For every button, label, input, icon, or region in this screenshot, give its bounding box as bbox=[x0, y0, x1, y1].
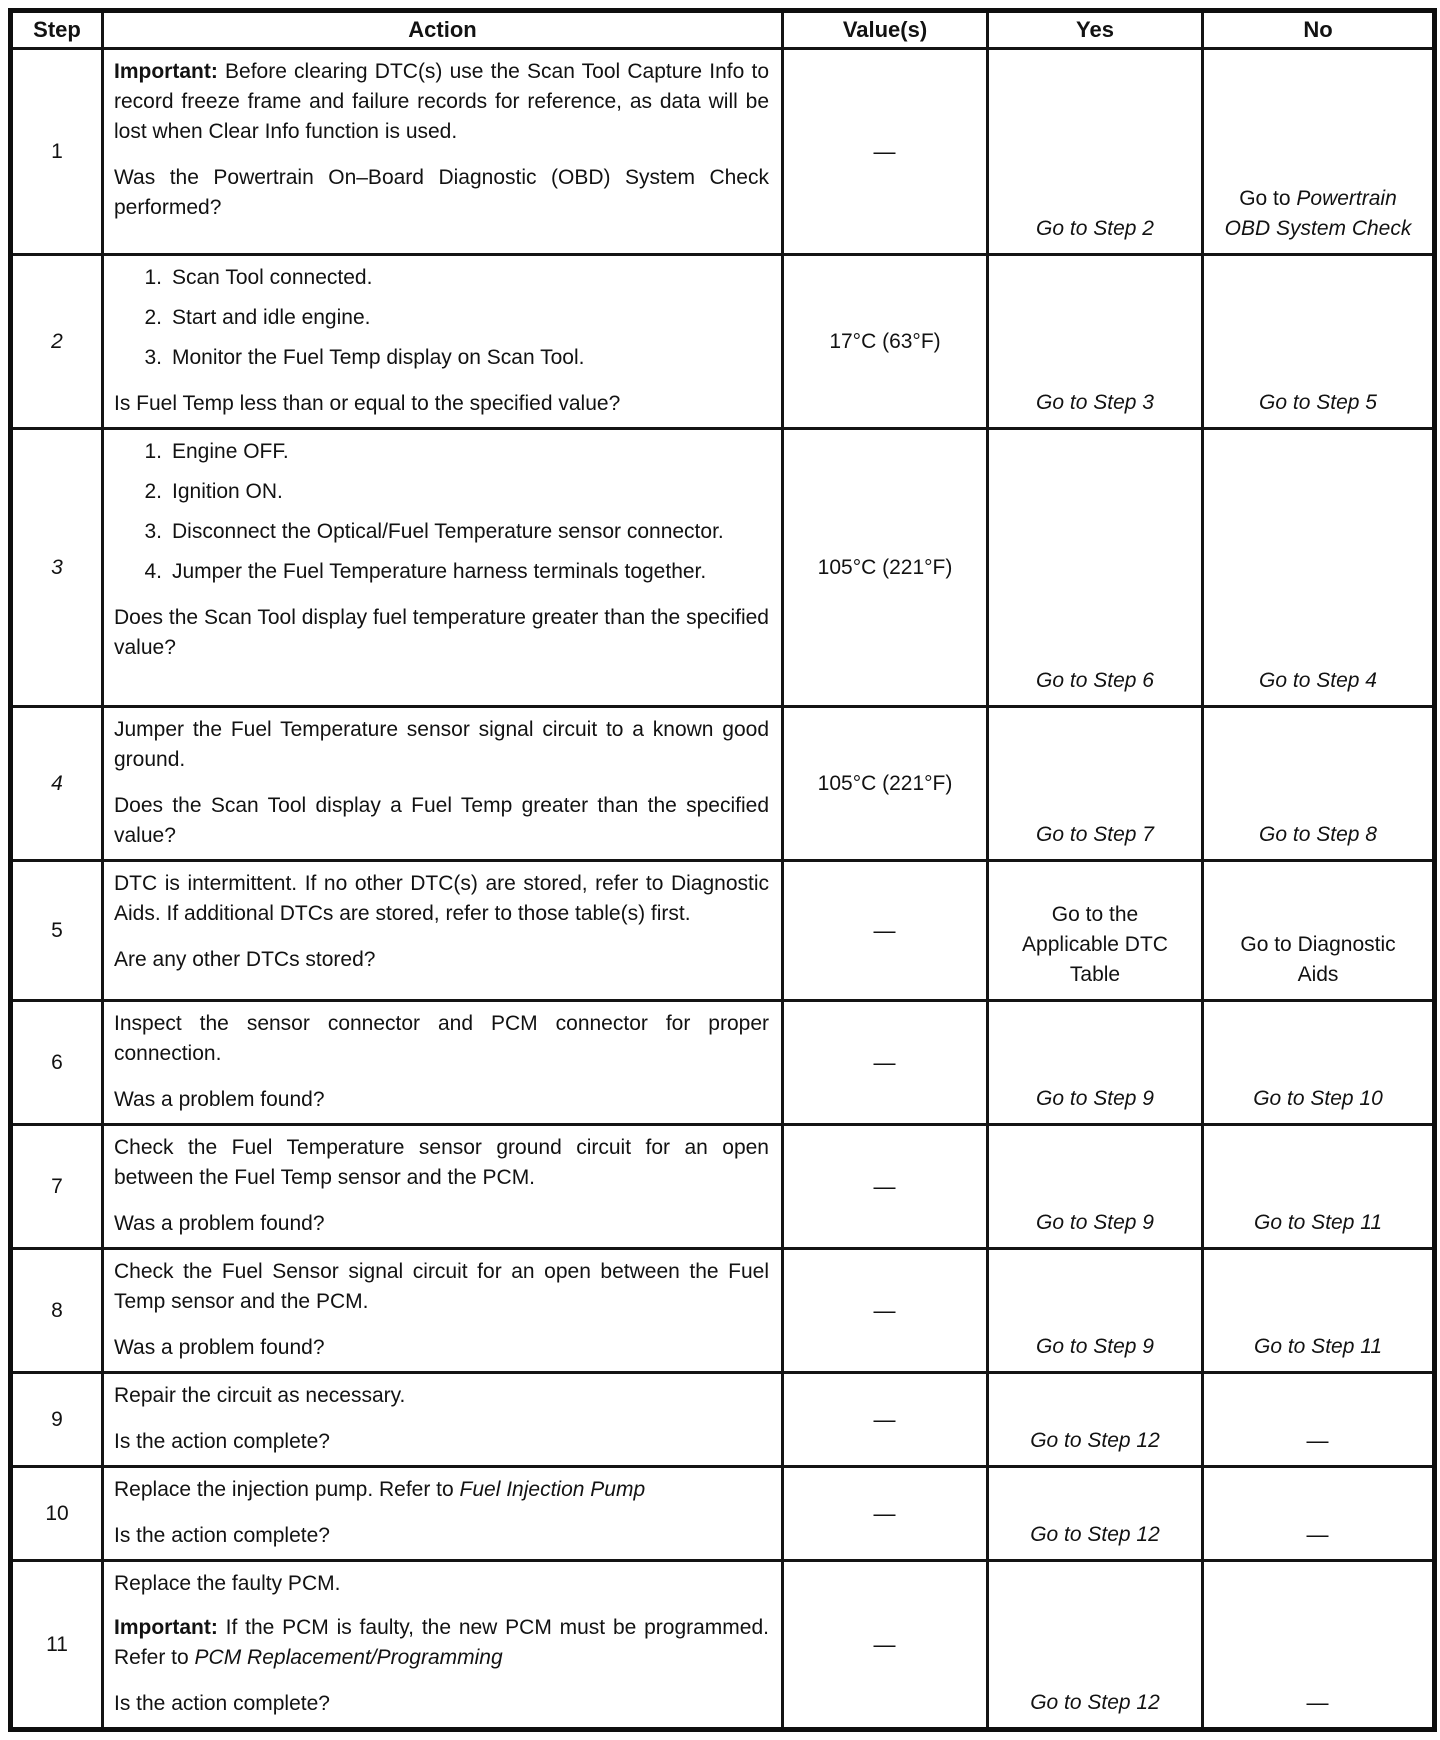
text-segment: Scan Tool connected. bbox=[172, 266, 373, 289]
list-number: 2. bbox=[144, 306, 162, 329]
no-cell bbox=[1203, 49, 1435, 255]
text-segment: Powertrain OBD System Check bbox=[1224, 187, 1412, 240]
text-segment: — bbox=[1306, 1428, 1330, 1453]
action-cell bbox=[103, 1373, 783, 1467]
action-question bbox=[114, 1085, 769, 1115]
header-values: Value(s) bbox=[783, 11, 988, 49]
value-cell: — bbox=[783, 1467, 988, 1561]
table-row bbox=[11, 1001, 1435, 1125]
text-segment: Fuel Injection Pump bbox=[459, 1478, 646, 1501]
action-list-item bbox=[114, 343, 769, 373]
action-cell bbox=[103, 1467, 783, 1561]
no-cell bbox=[1203, 1001, 1435, 1125]
action-paragraph bbox=[114, 1133, 769, 1193]
no-cell bbox=[1203, 255, 1435, 429]
step-number: 7 bbox=[11, 1125, 103, 1249]
step-number: 3 bbox=[11, 429, 103, 707]
text-segment: PCM Replacement/Programming bbox=[194, 1646, 503, 1669]
table-row bbox=[11, 707, 1435, 861]
step-number: 2 bbox=[11, 255, 103, 429]
text-segment: Ignition ON. bbox=[172, 480, 283, 503]
yes-cell bbox=[988, 1467, 1203, 1561]
step-number: 4 bbox=[11, 707, 103, 861]
text-segment: Go to bbox=[1239, 187, 1297, 210]
text-segment: Replace the faulty PCM. bbox=[114, 1572, 341, 1595]
action-list-item bbox=[114, 517, 769, 547]
text-segment: Does the Scan Tool display fuel temperature greater than the specified value? bbox=[114, 606, 769, 659]
no-cell bbox=[1203, 1249, 1435, 1373]
text-segment: Are any other DTCs stored? bbox=[114, 948, 376, 971]
text-segment: Jumper the Fuel Temperature harness terminals together. bbox=[172, 560, 707, 583]
text-segment: Go to Step 12 bbox=[1030, 1429, 1160, 1452]
value-cell: — bbox=[783, 1125, 988, 1249]
table-row bbox=[11, 49, 1435, 255]
value-cell: — bbox=[783, 49, 988, 255]
text-segment: Go to Step 9 bbox=[1036, 1087, 1154, 1110]
action-cell bbox=[103, 49, 783, 255]
header-no: No bbox=[1203, 11, 1435, 49]
text-segment: Jumper the Fuel Temperature sensor signal circuit to a known good ground. bbox=[114, 718, 769, 771]
table-row bbox=[11, 1125, 1435, 1249]
text-segment: Start and idle engine. bbox=[172, 306, 371, 329]
yes-cell bbox=[988, 1125, 1203, 1249]
value-cell: — bbox=[783, 1001, 988, 1125]
step-number: 6 bbox=[11, 1001, 103, 1125]
yes-cell bbox=[988, 255, 1203, 429]
value-cell: — bbox=[783, 1373, 988, 1467]
list-item-text bbox=[172, 477, 769, 507]
text-segment: Is the action complete? bbox=[114, 1524, 330, 1547]
value-cell: — bbox=[783, 1249, 988, 1373]
value-cell: — bbox=[783, 1561, 988, 1730]
text-segment: Disconnect the Optical/Fuel Temperature sensor connector. bbox=[172, 520, 724, 543]
header-yes: Yes bbox=[988, 11, 1203, 49]
text-segment: Go to Step 10 bbox=[1253, 1087, 1383, 1110]
action-list-item bbox=[114, 477, 769, 507]
value-cell: 17°C (63°F) bbox=[783, 255, 988, 429]
text-segment: Monitor the Fuel Temp display on Scan Tool. bbox=[172, 346, 585, 369]
no-cell bbox=[1203, 707, 1435, 861]
text-segment: Go to the Applicable DTC Table bbox=[1022, 903, 1168, 986]
no-cell bbox=[1203, 1373, 1435, 1467]
action-paragraph bbox=[114, 57, 769, 147]
step-number: 11 bbox=[11, 1561, 103, 1730]
text-segment: Go to Step 11 bbox=[1253, 1211, 1383, 1234]
text-segment: DTC is intermittent. If no other DTC(s) are stored, refer to Diagnostic Aids. If additional DTCs are stored, refer to those table(s) first. bbox=[114, 872, 769, 925]
step-number: 8 bbox=[11, 1249, 103, 1373]
action-paragraph bbox=[114, 1613, 769, 1673]
step-number: 5 bbox=[11, 861, 103, 1001]
text-segment: If the PCM is faulty, the new PCM must be programmed. Refer to bbox=[114, 1616, 769, 1669]
header-step: Step bbox=[11, 11, 103, 49]
text-segment: Go to Step 9 bbox=[1036, 1211, 1154, 1234]
text-segment: Check the Fuel Temperature sensor ground circuit for an open between the Fuel Temp sensor and the PCM. bbox=[114, 1136, 769, 1189]
text-segment: Is the action complete? bbox=[114, 1692, 330, 1715]
text-segment: Was the Powertrain On–Board Diagnostic (OBD) System Check performed? bbox=[114, 166, 769, 219]
action-paragraph bbox=[114, 1257, 769, 1317]
text-segment: Go to Diagnostic Aids bbox=[1240, 933, 1396, 986]
yes-cell bbox=[988, 49, 1203, 255]
action-question bbox=[114, 389, 769, 419]
header-row bbox=[11, 11, 1435, 49]
text-segment: Go to Step 3 bbox=[1036, 391, 1154, 414]
action-cell bbox=[103, 255, 783, 429]
action-list-item bbox=[114, 437, 769, 467]
text-segment: Before clearing DTC(s) use the Scan Tool Capture Info to record freeze frame and failure records for reference, as data will be lost when Clear Info function is used. bbox=[114, 60, 769, 143]
table-row bbox=[11, 1561, 1435, 1730]
text-segment: Was a problem found? bbox=[114, 1336, 325, 1359]
header-action: Action bbox=[103, 11, 783, 49]
list-number: 3. bbox=[144, 346, 162, 369]
table-row bbox=[11, 1249, 1435, 1373]
action-question bbox=[114, 791, 769, 851]
step-number: 10 bbox=[11, 1467, 103, 1561]
action-question bbox=[114, 1521, 769, 1551]
text-segment: Important: bbox=[114, 60, 218, 83]
text-segment: Go to Step 4 bbox=[1259, 669, 1377, 692]
text-segment: Go to Step 11 bbox=[1253, 1335, 1383, 1358]
action-question bbox=[114, 163, 769, 223]
table-body bbox=[11, 49, 1435, 1730]
text-segment: Go to Step 7 bbox=[1036, 823, 1154, 846]
text-segment: Go to Step 5 bbox=[1259, 391, 1377, 414]
list-number: 1. bbox=[144, 440, 162, 463]
text-segment: Was a problem found? bbox=[114, 1212, 325, 1235]
action-paragraph bbox=[114, 715, 769, 775]
value-cell: — bbox=[783, 861, 988, 1001]
text-segment: Is Fuel Temp less than or equal to the specified value? bbox=[114, 392, 621, 415]
list-number: 4. bbox=[144, 560, 162, 583]
text-segment: — bbox=[1306, 1522, 1330, 1547]
action-list-item bbox=[114, 557, 769, 587]
action-question bbox=[114, 1689, 769, 1719]
action-question bbox=[114, 1209, 769, 1239]
text-segment: Go to Step 9 bbox=[1036, 1335, 1154, 1358]
action-cell bbox=[103, 707, 783, 861]
table-row bbox=[11, 1467, 1435, 1561]
list-item-text bbox=[172, 263, 769, 293]
action-cell bbox=[103, 1125, 783, 1249]
list-item-text bbox=[172, 557, 769, 587]
no-cell bbox=[1203, 429, 1435, 707]
action-paragraph bbox=[114, 869, 769, 929]
text-segment: Go to Step 12 bbox=[1030, 1691, 1160, 1714]
text-segment: Go to Step 12 bbox=[1030, 1523, 1160, 1546]
yes-cell bbox=[988, 1249, 1203, 1373]
text-segment: Inspect the sensor connector and PCM connector for proper connection. bbox=[114, 1012, 769, 1065]
text-segment: Go to Step 6 bbox=[1036, 669, 1154, 692]
table-row bbox=[11, 429, 1435, 707]
table-row bbox=[11, 861, 1435, 1001]
text-segment: Go to Step 8 bbox=[1259, 823, 1377, 846]
list-number: 3. bbox=[144, 520, 162, 543]
text-segment: Does the Scan Tool display a Fuel Temp greater than the specified value? bbox=[114, 794, 769, 847]
no-cell bbox=[1203, 1125, 1435, 1249]
yes-cell bbox=[988, 1373, 1203, 1467]
value-cell: 105°C (221°F) bbox=[783, 429, 988, 707]
text-segment: Engine OFF. bbox=[172, 440, 289, 463]
text-segment: Replace the injection pump. Refer to bbox=[114, 1478, 460, 1501]
action-paragraph bbox=[114, 1009, 769, 1069]
step-number: 9 bbox=[11, 1373, 103, 1467]
action-question bbox=[114, 603, 769, 663]
list-item-text bbox=[172, 517, 769, 547]
text-segment: Check the Fuel Sensor signal circuit for an open between the Fuel Temp sensor and the PCM. bbox=[114, 1260, 769, 1313]
list-item-text bbox=[172, 303, 769, 333]
action-question bbox=[114, 1333, 769, 1363]
yes-cell bbox=[988, 707, 1203, 861]
action-paragraph bbox=[114, 1475, 769, 1505]
action-question bbox=[114, 1427, 769, 1457]
action-question bbox=[114, 945, 769, 975]
no-cell bbox=[1203, 861, 1435, 1001]
action-paragraph bbox=[114, 1381, 769, 1411]
action-cell bbox=[103, 1001, 783, 1125]
table-row bbox=[11, 1373, 1435, 1467]
text-segment: — bbox=[1306, 1690, 1330, 1715]
step-number: 1 bbox=[11, 49, 103, 255]
yes-cell bbox=[988, 861, 1203, 1001]
yes-cell bbox=[988, 429, 1203, 707]
list-number: 2. bbox=[144, 480, 162, 503]
list-item-text bbox=[172, 343, 769, 373]
action-list-item bbox=[114, 303, 769, 333]
no-cell bbox=[1203, 1561, 1435, 1730]
action-cell bbox=[103, 1561, 783, 1730]
text-segment: Is the action complete? bbox=[114, 1430, 330, 1453]
text-segment: Important: bbox=[114, 1616, 218, 1639]
text-segment: Was a problem found? bbox=[114, 1088, 325, 1111]
action-cell bbox=[103, 429, 783, 707]
action-cell bbox=[103, 1249, 783, 1373]
list-number: 1. bbox=[144, 266, 162, 289]
diagnostic-table bbox=[8, 8, 1437, 1732]
text-segment: Repair the circuit as necessary. bbox=[114, 1384, 406, 1407]
yes-cell bbox=[988, 1561, 1203, 1730]
action-paragraph bbox=[114, 1569, 769, 1599]
action-cell bbox=[103, 861, 783, 1001]
table-row bbox=[11, 255, 1435, 429]
list-item-text bbox=[172, 437, 769, 467]
value-cell: 105°C (221°F) bbox=[783, 707, 988, 861]
text-segment: Go to Step 2 bbox=[1036, 217, 1154, 240]
action-list-item bbox=[114, 263, 769, 293]
yes-cell bbox=[988, 1001, 1203, 1125]
no-cell bbox=[1203, 1467, 1435, 1561]
